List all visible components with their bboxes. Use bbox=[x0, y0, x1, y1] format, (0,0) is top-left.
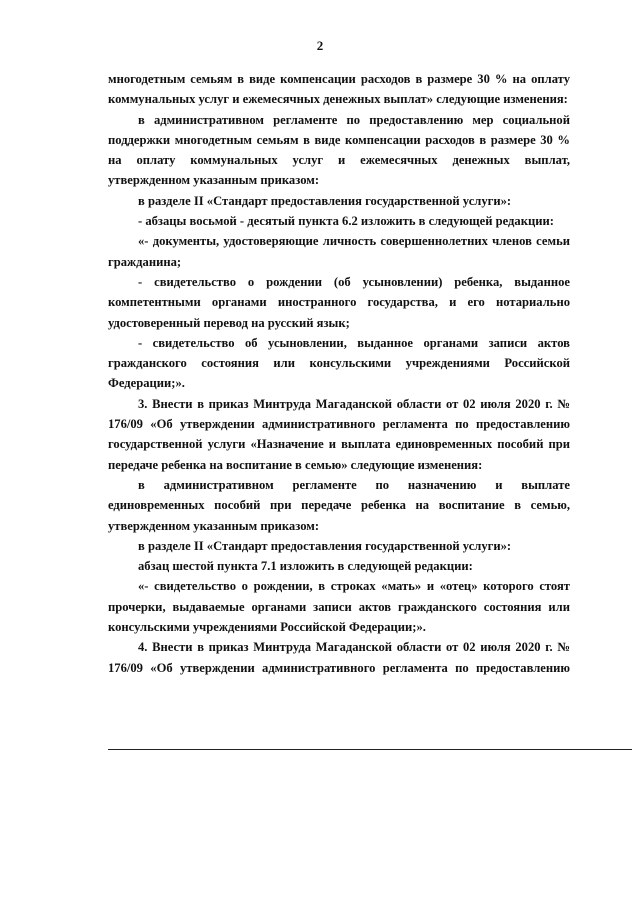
paragraph: многодетным семьям в виде компенсации расходов в размере 30 % на оплату коммунальных услуг и ежемесячных денежных выплат» следующие изменения: bbox=[108, 72, 570, 107]
page-number: 2 bbox=[316, 38, 324, 53]
paragraph: в административном регламенте по назначению и выплате единовременных пособий при передаче ребенка на воспитание в семью, утвержденном указанным приказом: bbox=[108, 477, 570, 533]
paragraph: абзац шестой пункта 7.1 изложить в следующей редакции: bbox=[138, 559, 473, 574]
paragraph: 3. Внести в приказ Минтруда Магаданской области от 02 июля 2020 г. № 176/09 «Об утверждении административного регламента по предоставлению государственной услуги «Назначение и выплата единовременных пособий при передаче ребенка на воспитание в семью» следующие изменения: bbox=[108, 396, 570, 472]
paragraph: 4. Внести в приказ Минтруда Магаданской области от 02 июля 2020 г. № 176/09 «Об утверждении административного регламента по предоставлению bbox=[108, 640, 570, 675]
document-body bbox=[108, 69, 570, 678]
paragraph: в разделе II «Стандарт предоставления государственной услуги»: bbox=[138, 538, 512, 553]
paragraph: в административном регламенте по предоставлению мер социальной поддержки многодетным семьям в виде компенсации расходов в размере 30 % на оплату коммунальных услуг и ежемесячных денежных выплат, утвержденном указанным приказом: bbox=[108, 112, 570, 188]
paragraph: в разделе II «Стандарт предоставления государственной услуги»: bbox=[138, 193, 512, 208]
paragraph: - абзацы восьмой - десятый пункта 6.2 изложить в следующей редакции: bbox=[138, 214, 554, 229]
paragraph: «- свидетельство о рождении, в строках «мать» и «отец» которого стоят прочерки, выдаваемые органами записи актов гражданского состояния или консульскими учреждениями Российской Федерации;». bbox=[108, 579, 570, 635]
paragraph: - свидетельство о рождении (об усыновлении) ребенка, выданное компетентными органами иностранного государства, и его нотариально удостоверенный перевод на русский язык; bbox=[108, 274, 570, 330]
footer-divider bbox=[108, 749, 632, 750]
paragraph: - свидетельство об усыновлении, выданное органами записи актов гражданского состояния или консульскими учреждениями Российской Федерации;». bbox=[108, 335, 570, 391]
paragraph: «- документы, удостоверяющие личность совершеннолетних членов семьи гражданина; bbox=[108, 234, 570, 269]
